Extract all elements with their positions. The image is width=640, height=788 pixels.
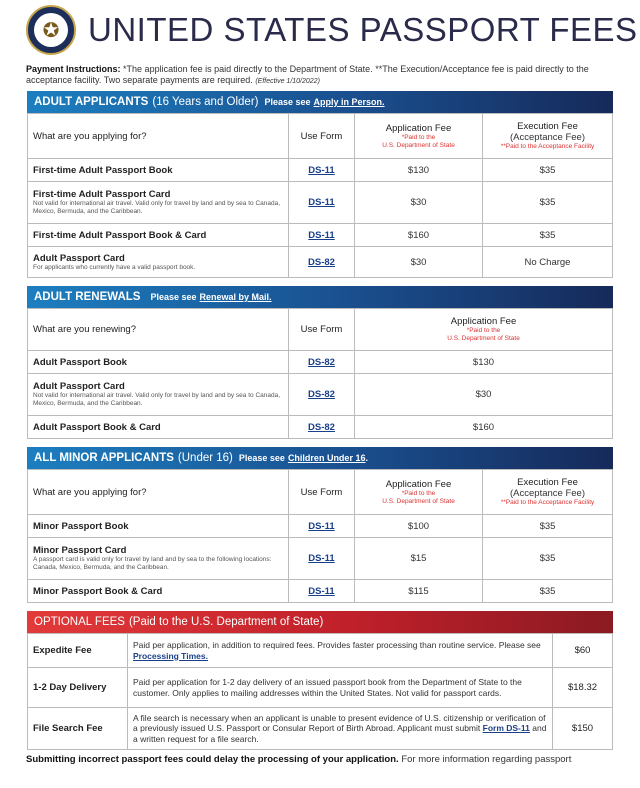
option-description [128,634,553,668]
section-subtitle: (16 Years and Older) [152,96,259,108]
col-app-sub2: U.S. Department of State [447,335,520,342]
col-app-title: Application Fee [385,478,452,490]
execution-fee: $35 [483,580,613,603]
row-label [28,538,289,580]
application-fee: $160 [355,224,483,247]
section-title: ADULT RENEWALS [34,291,141,303]
col-exec-mid: (Acceptance Fee) [510,488,585,499]
col-app-sub1: *Paid to the [466,327,501,334]
section-title: ALL MINOR APPLICANTS [34,452,174,464]
footer-note [0,750,640,769]
form-link[interactable]: DS-11 [289,538,355,580]
optional-fees-section [27,611,613,750]
adult-fees-table [27,113,613,278]
form-link[interactable]: DS-11 [289,580,355,603]
application-fee: $15 [355,538,483,580]
execution-fee: $35 [483,515,613,538]
col-execution-fee [483,114,613,159]
form-link[interactable]: DS-11 [289,224,355,247]
application-fee: $100 [355,515,483,538]
col-use-form: Use Form [289,309,355,351]
row-label [28,247,289,278]
table-row [28,515,613,538]
payment-instructions [0,60,640,87]
row-label [28,580,289,603]
section-subtitle: (Under 16) [177,452,233,464]
period: . [365,453,368,463]
row-label [28,416,289,439]
col-question: What are you applying for? [28,114,289,159]
row-note: For applicants who currently have a valid passport book. [33,263,196,271]
option-label: Expedite Fee [28,634,128,668]
col-app-title: Application Fee [385,122,452,134]
instructions-label: Payment Instructions: [26,64,121,74]
adult-renewals-section [27,286,613,439]
table-row [28,580,613,603]
execution-fee: $35 [483,182,613,224]
footer-rest: For more information regarding passport [401,754,572,765]
col-question: What are you applying for? [28,470,289,515]
row-label-text: First-time Adult Passport Book [33,164,173,176]
row-label-text: Minor Passport Card [33,545,127,556]
application-fee: $130 [355,159,483,182]
table-row [28,538,613,580]
renewal-fees-table [27,308,613,439]
table-header-row [28,470,613,515]
execution-fee: $35 [483,224,613,247]
state-department-seal-icon: ✪ [26,5,76,55]
form-link[interactable]: DS-82 [289,247,355,278]
row-label-text: Minor Passport Book [33,520,129,532]
col-exec-mid: (Acceptance Fee) [510,132,585,143]
col-use-form: Use Form [289,114,355,159]
table-row [28,247,613,278]
table-row [28,708,613,750]
col-question: What are you renewing? [28,309,289,351]
section-subtitle: (Paid to the U.S. Department of State) [128,616,324,628]
col-exec-sub: **Paid to the Acceptance Facility [500,499,595,506]
form-link[interactable]: DS-11 [289,515,355,538]
row-label [28,515,289,538]
col-app-title: Application Fee [450,316,517,327]
table-header-row [28,114,613,159]
renewal-by-mail-link[interactable]: Renewal by Mail. [199,292,272,302]
application-fee: $115 [355,580,483,603]
option-label: 1-2 Day Delivery [28,668,128,708]
table-row [28,159,613,182]
apply-in-person-link[interactable]: Apply in Person. [313,97,385,107]
table-row [28,668,613,708]
section-title: OPTIONAL FEES [34,616,125,628]
row-label [28,182,289,224]
table-row [28,634,613,668]
row-label-text: Adult Passport Book [33,356,127,368]
page-title: UNITED STATES PASSPORT FEES [88,11,638,48]
execution-fee: $35 [483,159,613,182]
option-fee: $18.32 [553,668,613,708]
minor-applicants-section [27,447,613,603]
section-title: ADULT APPLICANTS [34,96,149,108]
option-fee: $150 [553,708,613,750]
row-label [28,224,289,247]
application-fee: $130 [355,351,613,374]
instructions-text: *The application fee is paid directly to the Department of State. **The Execution/Acceptance fee is paid directly to the acceptance facility. Two separate payments are required. [26,64,589,85]
row-label-text: Adult Passport Card [33,381,125,392]
table-row [28,416,613,439]
effective-date: (Effective 1/10/2022) [255,78,320,85]
row-label-text: Adult Passport Book & Card [33,421,161,433]
see-text: Please see [150,292,197,302]
execution-fee: $35 [483,538,613,580]
col-exec-sub: **Paid to the Acceptance Facility [500,143,595,150]
row-note: A passport card is valid only for travel by land and by sea to the following locations: Canada, Mexico, Bermuda, and the Caribbean. [33,556,272,571]
row-label [28,159,289,182]
option-description [128,668,553,708]
page-header [0,0,640,60]
row-label [28,374,289,416]
option-description [128,708,553,750]
table-row [28,182,613,224]
table-row [28,351,613,374]
option-desc-text: Paid per application, in addition to required fees. Provides faster processing than routine service. Please see [133,640,541,650]
col-execution-fee [483,470,613,515]
col-exec-title: Execution Fee [517,477,578,488]
children-under-16-link[interactable]: Children Under 16 [287,453,366,463]
form-link[interactable]: DS-11 [289,182,355,224]
adult-renewals-header [27,286,613,308]
form-link[interactable]: DS-82 [289,374,355,416]
table-header-row [28,309,613,351]
option-desc-text: A file search is necessary when an applicant is unable to present evidence of U.S. citizenship or verification of a previously issued U.S. Passport or Consular Report of Birth Abroad. Applicant must submit [133,712,546,734]
col-application-fee [355,470,483,515]
execution-fee: No Charge [483,247,613,278]
see-text: Please see [238,453,285,463]
col-app-sub2: U.S. Department of State [382,141,455,149]
col-application-fee [355,309,613,351]
col-exec-title: Execution Fee [517,121,578,132]
row-label-text: Adult Passport Card [33,252,125,264]
col-app-sub1: *Paid to the [401,133,436,141]
adult-applicants-header [27,91,613,113]
application-fee: $30 [355,374,613,416]
table-row [28,224,613,247]
optional-fees-table [27,633,613,750]
col-use-form: Use Form [289,470,355,515]
col-application-fee [355,114,483,159]
option-label: File Search Fee [28,708,128,750]
option-fee: $60 [553,634,613,668]
row-label [28,351,289,374]
col-app-sub2: U.S. Department of State [382,497,455,505]
row-note: Not valid for international air travel. Valid only for travel by land and by sea to Canada, Mexico, Bermuda, and the Caribbean. [33,392,281,407]
footer-bold: Submitting incorrect passport fees could delay the processing of your application. [26,754,399,765]
application-fee: $30 [355,182,483,224]
application-fee: $160 [355,416,613,439]
application-fee: $30 [355,247,483,278]
minor-fees-table [27,469,613,603]
form-link[interactable]: DS-82 [289,351,355,374]
form-link[interactable]: DS-11 [289,159,355,182]
col-app-sub1: *Paid to the [401,489,436,497]
option-desc-after: and a written request for a file search. [133,723,547,744]
row-label-text: First-time Adult Passport Book & Card [33,229,207,241]
form-ds-11-link[interactable]: Form DS-11 [482,723,530,734]
row-label-text: Minor Passport Book & Card [33,585,163,597]
see-text: Please see [264,97,311,107]
option-desc-text: Paid per application for 1-2 day delivery of an issued passport book from the Department of State to the customer. Only applies to mailing addresses within the United States. Not valid for passport cards. [133,677,522,698]
table-row [28,374,613,416]
row-label-text: First-time Adult Passport Card [33,189,171,200]
processing-times-link[interactable]: Processing Times. [133,650,208,661]
form-link[interactable]: DS-82 [289,416,355,439]
row-note: Not valid for international air travel. Valid only for travel by land and by sea to Canada, Mexico, Bermuda, and the Caribbean. [33,200,281,215]
adult-applicants-section [27,91,613,278]
optional-fees-header [27,611,613,633]
minor-applicants-header [27,447,613,469]
